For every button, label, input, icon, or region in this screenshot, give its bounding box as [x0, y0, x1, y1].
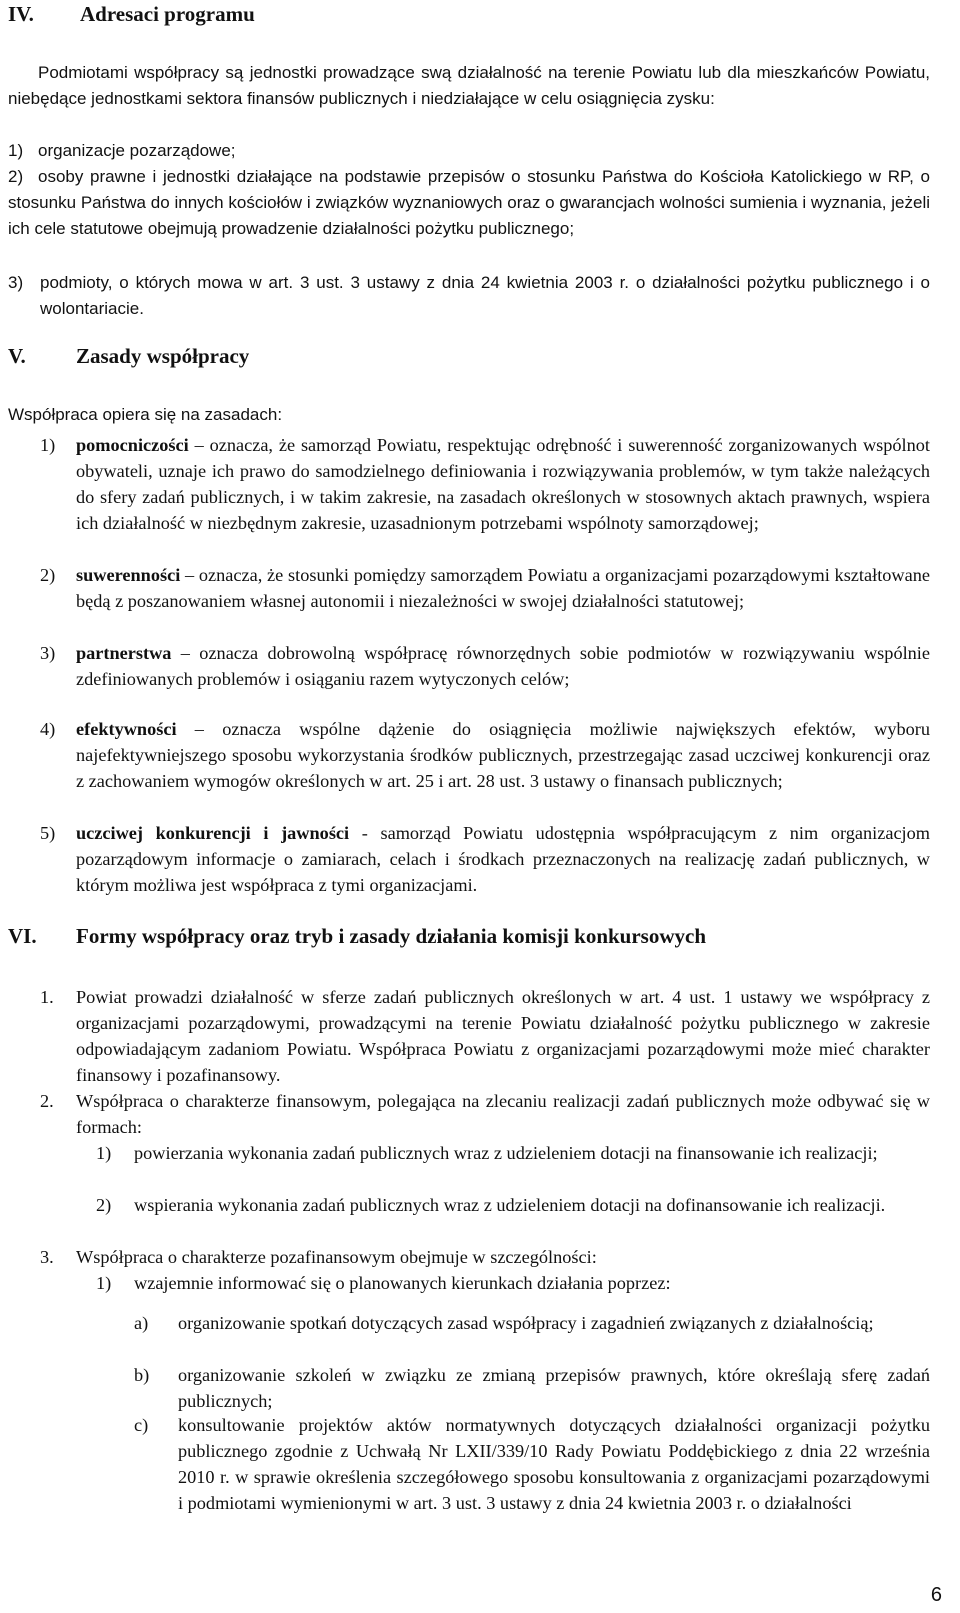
item-label: 2) [96, 1195, 112, 1215]
principle-term: partnerstwa [76, 643, 172, 663]
principle-description: – oznacza dobrowolną współpracę równorzędnych sobie podmiotów w rozwiązywaniu wspólnie zdefiniowanych problemów i osiąganiu razem wytyczonych celów; [76, 643, 930, 689]
form-item [96, 1140, 930, 1166]
section-iv-intro [8, 60, 930, 112]
section-title: Zasady współpracy [76, 344, 250, 368]
item-label: 3) [8, 273, 24, 292]
list-item [8, 164, 930, 242]
principle-term: suwerenności [76, 565, 181, 585]
item-label: c) [134, 1415, 149, 1435]
lettered-item [134, 1310, 930, 1336]
principle-description: – oznacza, że stosunki pomiędzy samorządem Powiatu a organizacjami pozarządowymi kształtowane będą z poszanowaniem własnej autonomii i niezależności w swojej działalności statutowej; [76, 565, 930, 611]
principle-term: pomocniczości [76, 435, 189, 455]
section-v-heading [8, 344, 908, 372]
item-label: 1) [96, 1143, 112, 1163]
section-number: VI. [8, 924, 37, 948]
principle-term: uczciwej konkurencji i jawności [76, 823, 350, 843]
item-label: 1) [8, 141, 24, 160]
item-text: organizowanie szkoleń w związku ze zmianą przepisów prawnych, które określają sferę zadań publicznych; [178, 1365, 930, 1411]
section-title: Adresaci programu [80, 2, 255, 26]
section-vi-heading [8, 924, 928, 952]
principle-term: efektywności [76, 719, 177, 739]
item-text [76, 820, 930, 898]
principle-item [40, 432, 930, 536]
item-text [76, 640, 930, 692]
section-v-intro [8, 402, 930, 428]
list-item [8, 138, 930, 164]
page-number: 6 [930, 1584, 942, 1606]
item-text: Współpraca o charakterze finansowym, polegająca na zlecaniu realizacji zadań publicznych może odbywać się w formach: [76, 1091, 930, 1137]
item-label: 4) [40, 719, 56, 739]
numbered-paragraph [40, 984, 930, 1088]
section-number: V. [8, 344, 26, 368]
principle-item [40, 820, 930, 898]
principle-item [40, 716, 930, 794]
item-text: Powiat prowadzi działalność w sferze zadań publicznych określonych w art. 4 ust. 1 ustawy we współpracy z organizacjami pozarządowymi, prowadzącymi na terenie Powiatu działalność pożytku publicznego w zakresie odpowiadającym zadaniom Powiatu. Współpraca Powiatu z organizacjami pozarządowymi może mieć charakter finansowy i pozafinansowy. [76, 987, 930, 1085]
item-label: 1. [40, 987, 54, 1007]
item-label: 2) [8, 167, 24, 186]
section-title: Formy współpracy oraz tryb i zasady działania komisji konkursowych [76, 924, 707, 948]
item-text: wspierania wykonania zadań publicznych wraz z udzieleniem dotacji na dofinansowanie ich realizacji. [134, 1195, 886, 1215]
intro-text: Współpraca opiera się na zasadach: [8, 405, 283, 424]
principle-item [40, 640, 930, 692]
item-text: podmioty, o których mowa w art. 3 ust. 3 ustawy z dnia 24 kwietnia 2003 r. o działalności pożytku publicznego i o wolontariacie. [40, 273, 930, 318]
item-label: 2) [40, 565, 56, 585]
lettered-item [134, 1412, 930, 1516]
item-text: konsultowanie projektów aktów normatywnych dotyczących działalności organizacji pożytku publicznego zgodnie z Uchwałą Nr LXII/339/10 Rady Powiatu Poddębickiego z dnia 22 września 2010 r. w sprawie określenia szczegółowego sposobu konsultowania z organizacjami pozarządowymi i podmiotami wymienionymi w art. 3 ust. 3 ustawy z dnia 24 kwietnia 2003 r. o działalności [178, 1415, 930, 1513]
item-text: wzajemnie informować się o planowanych kierunkach działania poprzez: [134, 1273, 671, 1293]
item-label: b) [134, 1365, 150, 1385]
item-label: a) [134, 1313, 149, 1333]
item-text [76, 716, 930, 794]
principle-description: – oznacza wspólne dążenie do osiągnięcia możliwie największych efektów, wyboru najefektywniejszego sposobu wykorzystania środków publicznych, przestrzegając zasad uczciwej konkurencji oraz z zachowaniem wymogów określonych w art. 25 i art. 28 ust. 3 ustawy o finansach publicznych; [76, 719, 930, 791]
principle-description: – oznacza, że samorząd Powiatu, respektując odrębność i suwerenność zorganizowanych wspólnot obywateli, uznaje ich prawo do samodzielnego definiowania i rozwiązywania problemów, w tym także należących do sfery zadań publicznych, i w takim zakresie, na zasadach określonych w stosownych aktach prawnych, wspiera ich działalność w niezbędnym zakresie, uzasadnionym potrzebami wspólnoty samorządowej; [76, 435, 930, 533]
item-label: 1) [40, 435, 56, 455]
item-text [76, 432, 930, 536]
principle-item [40, 562, 930, 614]
item-label: 5) [40, 823, 56, 843]
item-text: organizowanie spotkań dotyczących zasad współpracy i zagadnień związanych z działalnością; [178, 1313, 874, 1333]
item-text: powierzania wykonania zadań publicznych wraz z udzieleniem dotacji na finansowanie ich realizacji; [134, 1143, 878, 1163]
item-label: 3. [40, 1247, 54, 1267]
principle-description: - samorząd Powiatu udostępnia współpracującym z nim organizacjom pozarządowym informacje o zamiarach, celach i środkach przeznaczonych na realizację zadań publicznych, w którym możliwa jest współpraca z tymi organizacjami. [76, 823, 930, 895]
numbered-paragraph [40, 1244, 930, 1270]
section-iv-heading [8, 2, 908, 30]
lettered-item [134, 1362, 930, 1414]
list-item [8, 270, 930, 322]
intro-text: Podmiotami współpracy są jednostki prowadzące swą działalność na terenie Powiatu lub dla mieszkańców Powiatu, niebędące jednostkami sektora finansów publicznych i niedziałające w celu osiągnięcia zysku: [8, 63, 930, 108]
form-item [96, 1192, 930, 1218]
item-label: 2. [40, 1091, 54, 1111]
item-text: organizacje pozarządowe; [38, 141, 236, 160]
item-text [76, 562, 930, 614]
section-number: IV. [8, 2, 34, 26]
numbered-paragraph [40, 1088, 930, 1140]
item-text: Współpraca o charakterze pozafinansowym obejmuje w szczególności: [76, 1247, 597, 1267]
item-label: 1) [96, 1273, 112, 1293]
item-label: 3) [40, 643, 56, 663]
form-item [96, 1270, 930, 1296]
item-text: osoby prawne i jednostki działające na podstawie przepisów o stosunku Państwa do Kościoła Katolickiego w RP, o stosunku Państwa do innych kościołów i związków wyznaniowych oraz o gwarancjach wolności sumienia i wyznania, jeżeli ich cele statutowe obejmują prowadzenie działalności pożytku publicznego; [8, 167, 930, 238]
